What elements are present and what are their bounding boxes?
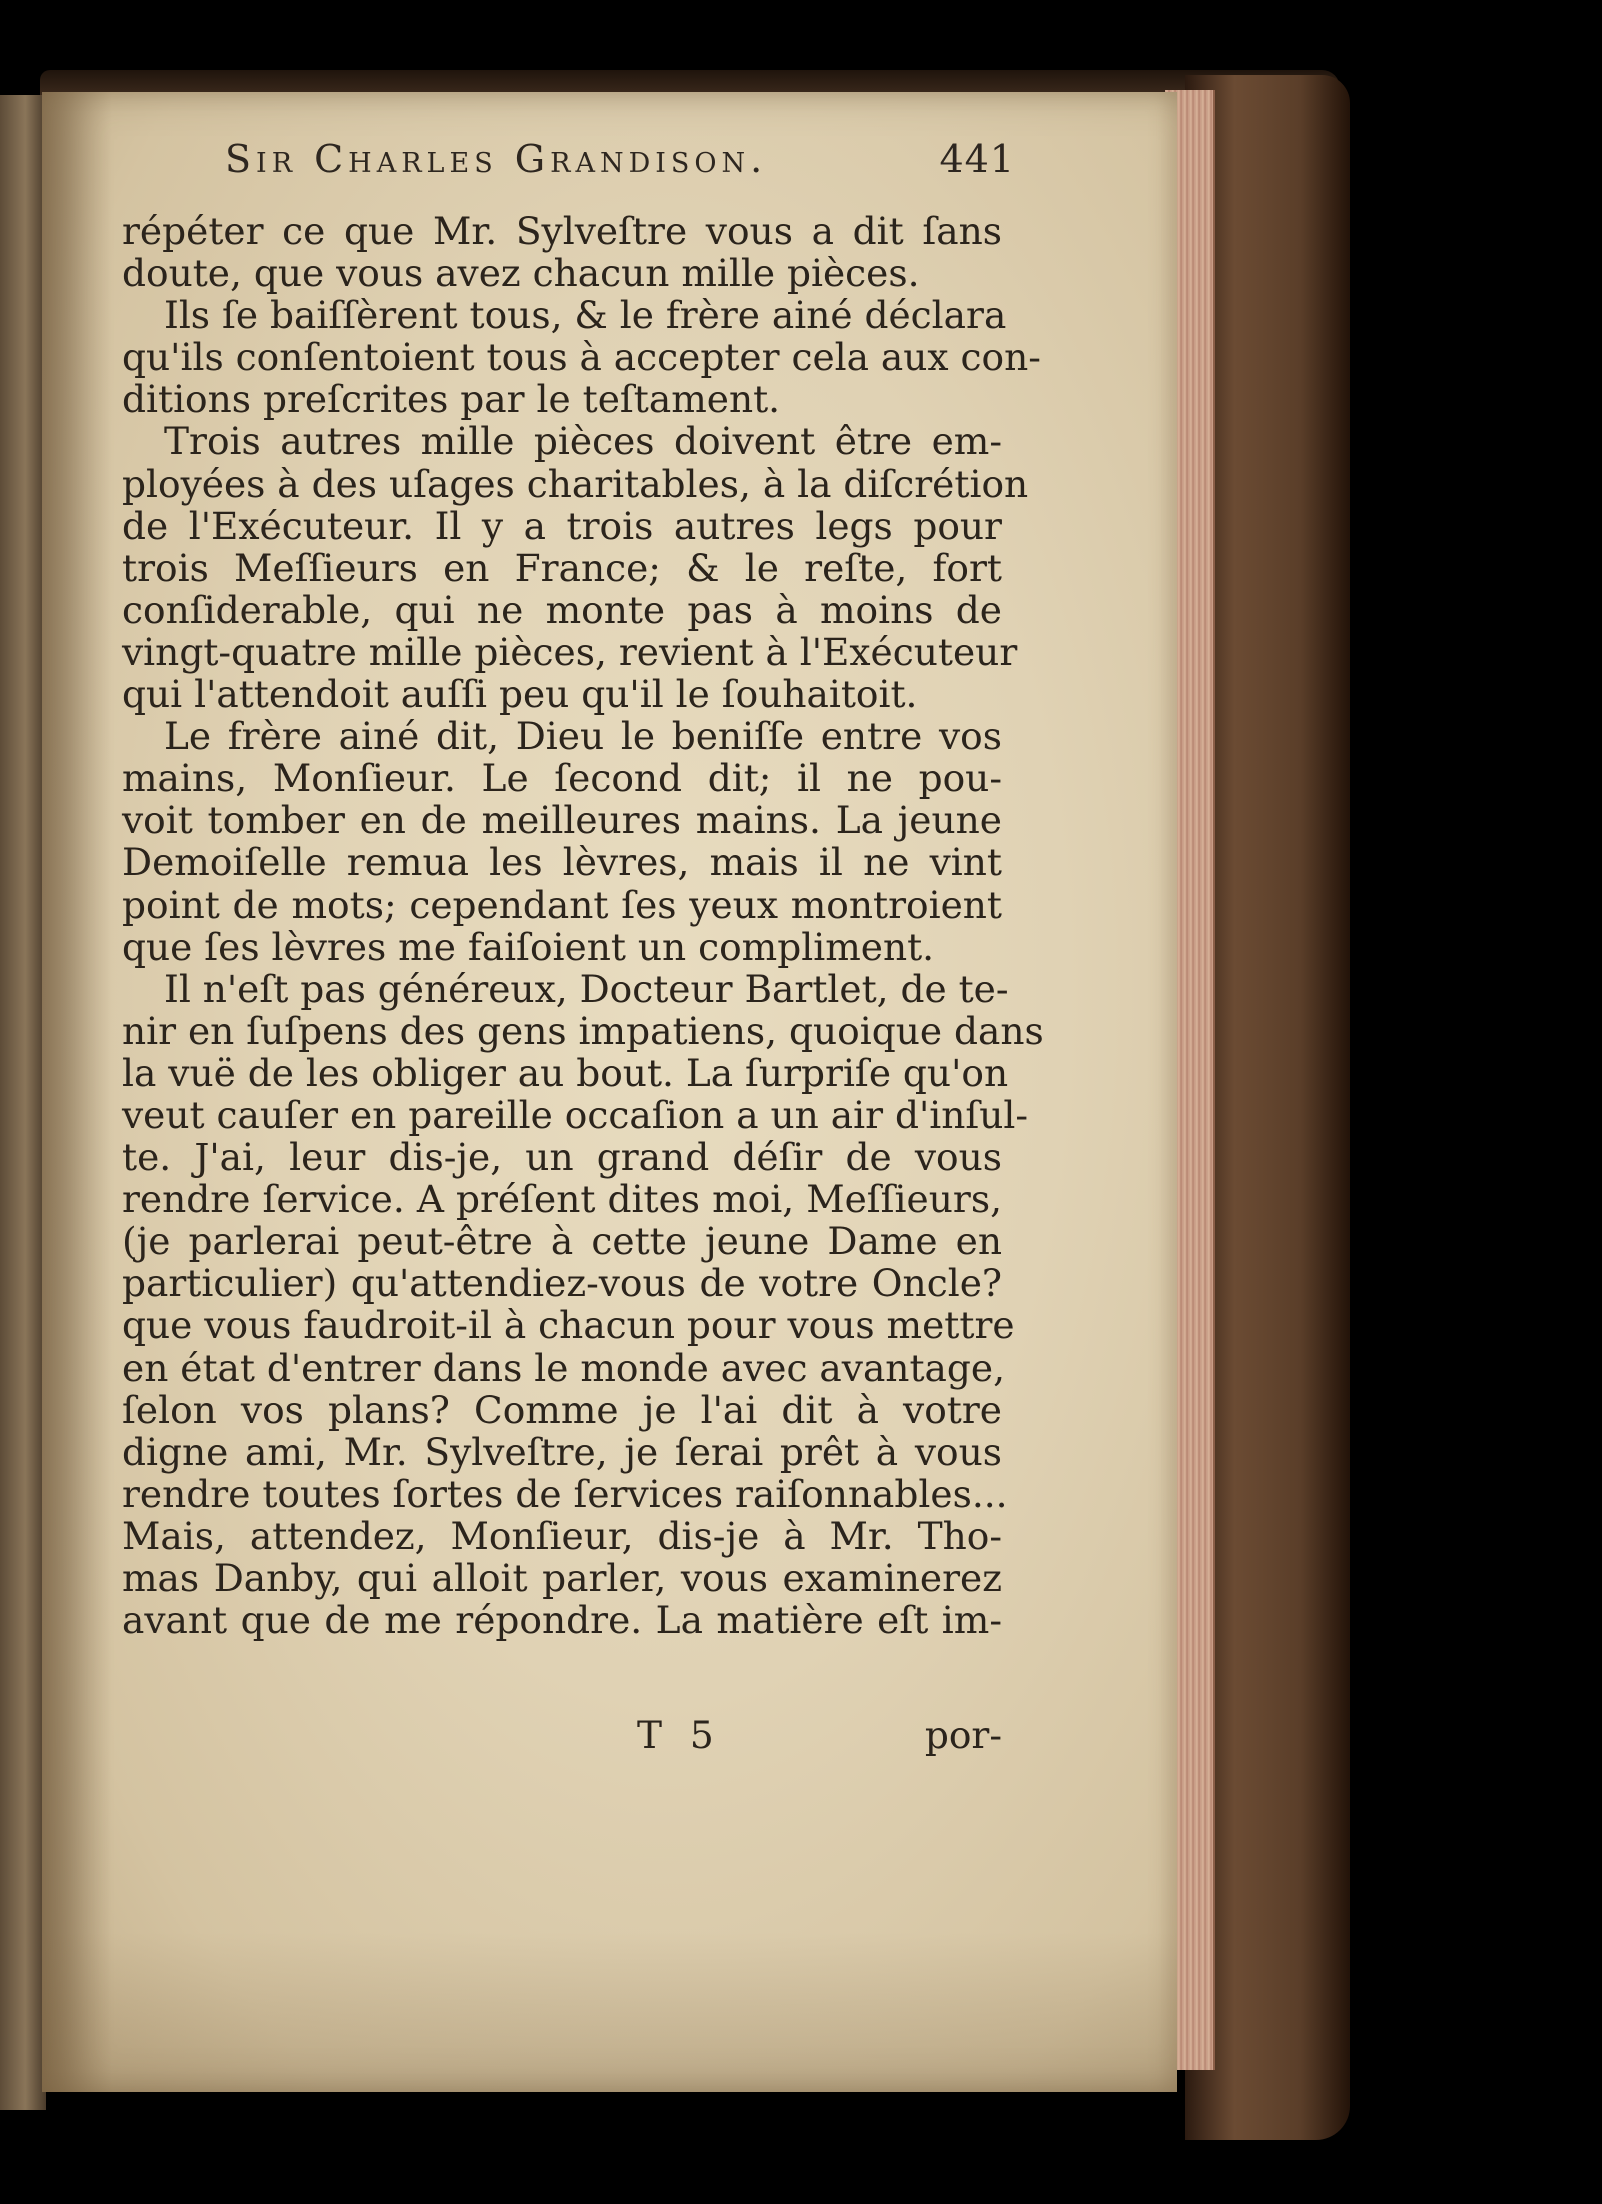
text-line: Ils ſe baiſſèrent tous, & le frère ainé déclara: [164, 293, 1007, 338]
text-line: Trois autres mille pièces doivent être em-: [164, 419, 1002, 464]
text-line: ployées à des uſages charitables, à la diſcrétion: [122, 461, 1029, 506]
text-line: Il n'eſt pas généreux, Docteur Bartlet, de te-: [164, 966, 1009, 1011]
text-line: Le frère ainé dit, Dieu le beniſſe entre vos: [164, 714, 1002, 759]
text-line: rendre toutes ſortes de ſervices raiſonnables...: [122, 1471, 1008, 1516]
text-line: veut cauſer en pareille occaſion a un air d'inſul-: [122, 1092, 1029, 1137]
text-line: trois Meſſieurs en France; & le reſte, fort: [122, 545, 1002, 590]
gutter-shadow: [42, 92, 112, 2092]
text-line: en état d'entrer dans le monde avec avantage,: [122, 1345, 1006, 1390]
text-line: ſelon vos plans? Comme je l'ai dit à votre: [122, 1387, 1002, 1432]
text-line: particulier) qu'attendiez-vous de votre Oncle?: [122, 1261, 1002, 1306]
text-line: nir en ſuſpens des gens impatiens, quoique dans: [122, 1008, 1044, 1053]
text-line: te. J'ai, leur dis-je, un grand déſir de vous: [122, 1135, 1002, 1180]
text-line: conſiderable, qui ne monte pas à moins de: [122, 587, 1002, 632]
text-line: répéter ce que Mr. Sylveſtre vous a dit ſans: [122, 209, 1002, 253]
text-line: qu'ils conſentoient tous à accepter cela aux con-: [122, 335, 1041, 380]
text-line: Mais, attendez, Monſieur, dis-je à Mr. Tho-: [122, 1513, 1002, 1558]
text-line: la vuë de les obliger au bout. La ſurpriſe qu'on: [122, 1050, 1009, 1095]
left-page-edge: [0, 95, 46, 2110]
text-line: doute, que vous avez chacun mille pièces.: [122, 251, 920, 296]
page-foxing: [42, 1932, 1177, 2092]
text-line: mains, Monſieur. Le ſecond dit; il ne pou-: [122, 756, 1002, 801]
text-line: rendre ſervice. A préſent dites moi, Meſſieurs,: [122, 1177, 1002, 1222]
text-line: digne ami, Mr. Sylveſtre, je ſerai prêt à vous: [122, 1429, 1002, 1474]
text-line: vingt-quatre mille pièces, revient à l'Exécuteur: [122, 629, 1018, 674]
text-line: Demoiſelle remua les lèvres, mais il ne vint: [122, 840, 1002, 885]
text-line: ditions preſcrites par le teſtament.: [122, 377, 781, 422]
catchword: por-: [924, 1713, 1002, 1757]
page-footer: [122, 1713, 1002, 1761]
text-line: point de mots; cependant ſes yeux montroient: [122, 882, 1002, 927]
page-number: 441: [939, 137, 1015, 181]
text-line: de l'Exécuteur. Il y a trois autres legs pour: [122, 503, 1002, 548]
text-line: (je parlerai peut-être à cette jeune Dame en: [122, 1219, 1002, 1264]
body-text: [122, 209, 1044, 1643]
text-line: que ſes lèvres me faiſoient un compliment.: [122, 924, 935, 969]
signature-mark: T 5: [637, 1713, 722, 1757]
text-line: qui l'attendoit auſſi peu qu'il le ſouhaitoit.: [122, 672, 918, 717]
text-line: que vous faudroit-il à chacun pour vous mettre: [122, 1303, 1015, 1348]
running-head: [225, 137, 1015, 193]
running-head-title: Sir Charles Grandison.: [225, 137, 768, 181]
text-line: mas Danby, qui alloit parler, vous examinerez: [122, 1556, 1002, 1600]
text-line: voit tomber en de meilleures mains. La jeune: [122, 798, 1002, 843]
text-line: avant que de me répondre. La matière eſt im-: [122, 1598, 1002, 1643]
